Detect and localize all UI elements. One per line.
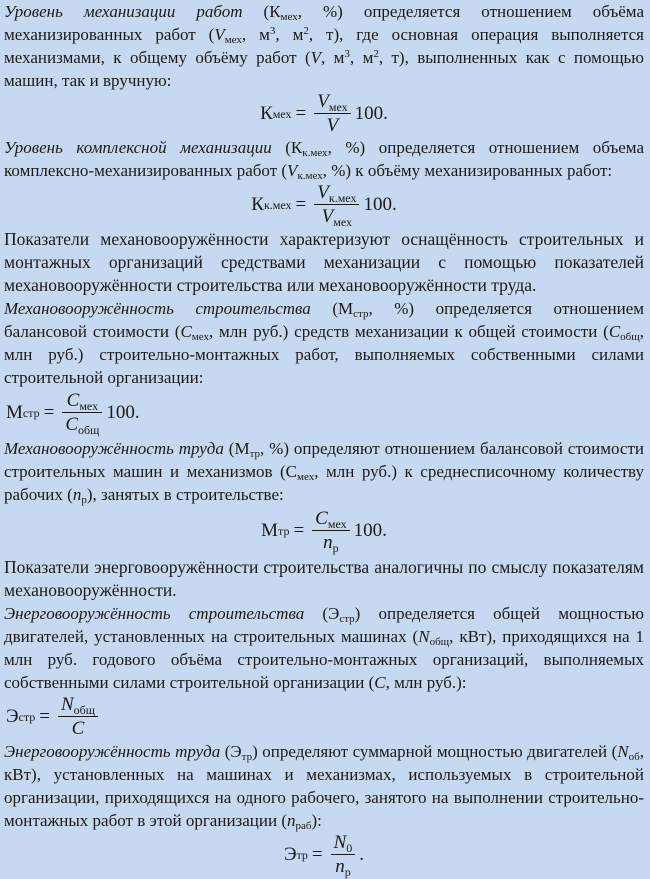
subscript: р: [81, 494, 87, 506]
subscript: р: [344, 864, 351, 879]
formula-k-mech: К мех = $\frac{V_{мех}}{V}$ 100.: [260, 90, 388, 136]
text: , %) определяется отношением балансовой стоимости (: [4, 299, 644, 341]
symbol: N: [333, 831, 347, 853]
subscript: мех: [79, 398, 99, 413]
fraction: [314, 92, 350, 137]
symbol: V: [317, 181, 329, 203]
symbol: С: [65, 413, 79, 435]
text: , кВт), установленных на машинах и механизмах, используемых в строительной организации, приходящихся на одного рабочего, занятого на выполнении строительно-монтажных работ в этой организации (: [4, 742, 644, 830]
paragraph-energy-equipment-intro: Показатели энерговооружённости строительства аналогичны по смыслу показателям механовооружённости.: [4, 557, 644, 600]
symbol: V: [326, 114, 339, 136]
equals-sign: =: [293, 520, 305, 541]
paragraph-mechanization-level: [4, 0, 644, 92]
formula-lhs: К: [251, 194, 264, 215]
text: , м: [275, 25, 304, 44]
variable: n: [72, 485, 82, 504]
numerator: [58, 695, 98, 717]
formula-e-str: Э стр = $\frac{N_{общ}}{С}$: [4, 694, 644, 740]
subscript: мех: [333, 214, 353, 229]
subscript: тр: [249, 448, 261, 460]
term: Уровень комплексной механизации: [4, 138, 272, 157]
subscript: 0: [346, 840, 353, 855]
subscript: раб: [295, 820, 312, 832]
text: (Э: [220, 742, 242, 761]
formula-lhs: К: [260, 103, 273, 124]
subscript: к.мех: [328, 190, 357, 205]
subscript: мех: [280, 11, 298, 23]
numerator: [331, 833, 356, 855]
text: , %) определяется отношением объема комплексно-механизированных работ (: [4, 138, 644, 180]
superscript: 2: [373, 48, 379, 60]
subscript: общ: [78, 422, 100, 437]
text: (М: [310, 299, 354, 318]
formula-k-kmech: К к.мех = $\frac{V_{к.мех}}{V_{мех}}$ 100.: [251, 181, 397, 229]
period: .: [359, 844, 365, 865]
subscript: общ: [73, 702, 96, 717]
denominator: [58, 717, 98, 740]
text: , млн руб.):: [385, 673, 467, 692]
numerator: [314, 183, 359, 205]
multiplier: 100.: [363, 194, 397, 215]
variable: V: [310, 48, 321, 67]
symbol: С: [315, 507, 328, 529]
paragraph-labor-energy-equipment: [4, 740, 644, 832]
symbol: n: [323, 531, 333, 553]
text: , %) определяют отношением балансовой стоимости строительных машин и механизмов (С: [4, 439, 644, 481]
equals-sign: =: [295, 103, 307, 124]
superscript: 2: [303, 25, 309, 37]
term: Энерговооружённость строительства: [4, 604, 305, 623]
subscript: мех: [328, 99, 348, 114]
variable: N: [418, 627, 430, 646]
formula-lhs: М: [6, 402, 23, 423]
text: , млн руб.) средств механизации к общей стоимости (: [208, 322, 609, 341]
subscript: мех: [224, 34, 242, 46]
paragraph-labor-mech-equipment: [4, 437, 644, 506]
equals-sign: =: [311, 844, 323, 865]
text: , м: [241, 25, 270, 44]
subscript: мех: [191, 331, 209, 343]
text: ) определяется общей мощностью двигателей, установленных на строительных машинах (: [4, 604, 644, 646]
equals-sign: =: [295, 194, 307, 215]
paragraph-mechanical-equipment-intro: Показатели механовооружённости характеризуют оснащённость строительных и монтажных организаций средствами механизации с помощью показателей механовооружённости строительства или механовооружённости труда.: [4, 229, 644, 295]
paragraph-construction-energy-equipment: [4, 602, 644, 694]
multiplier: 100.: [354, 103, 388, 124]
text: (Э: [304, 604, 340, 623]
subscript: к.мех: [297, 170, 323, 182]
subscript: мех: [297, 471, 315, 483]
text: (М: [223, 439, 250, 458]
subscript: стр: [339, 613, 355, 625]
variable: V: [287, 161, 298, 180]
formula-lhs: Э: [6, 706, 19, 727]
symbol: N: [60, 693, 74, 715]
formula-lhs: Э: [283, 844, 297, 865]
text: ):: [311, 811, 322, 830]
text: , т), выполненных как с помощью машин, так и вручную:: [4, 48, 644, 90]
numerator: [312, 509, 349, 531]
symbol: V: [321, 205, 334, 227]
text: ), занятых в строительстве:: [86, 485, 284, 504]
denominator: [314, 205, 359, 228]
denominator: [312, 531, 349, 554]
subscript: к.мех: [302, 147, 328, 159]
equals-sign: =: [39, 706, 50, 727]
term: Уровень механизации работ: [4, 2, 243, 21]
symbol: V: [317, 90, 329, 112]
text: , м: [349, 48, 374, 67]
equals-sign: =: [43, 402, 55, 423]
text: (К: [271, 138, 303, 157]
symbol: С: [71, 717, 85, 739]
fraction: [312, 509, 349, 554]
variable: С: [608, 322, 621, 341]
formula-lhs: М: [261, 520, 279, 541]
text: , м: [321, 48, 345, 67]
formula-m-str: М стр = $\frac{С_{мех}}{С_{общ}}$ 100.: [6, 389, 140, 437]
text: , %) определяется отношением объёма механизированных работ (: [4, 2, 644, 44]
multiplier: 100.: [106, 402, 140, 423]
denominator: [62, 413, 102, 436]
subscript: р: [332, 540, 339, 555]
term: Энерговооружённость труда: [4, 742, 221, 761]
numerator: [62, 391, 102, 413]
text: , млн руб.) строительно-монтажных работ, выполняемых собственными силами строительной организации:: [4, 322, 644, 387]
paragraph-complex-mechanization: [4, 136, 644, 182]
symbol: С: [66, 389, 80, 411]
fraction: [314, 183, 359, 228]
text: , кВт), приходящихся на 1 млн руб. годового объёма строительно-монтажных организаций, выполняемых собственными силами строительной организации (: [4, 627, 645, 692]
formula-m-tr: М тр = $\frac{С_{мех}}{n_р}$ 100.: [261, 507, 387, 555]
text: , млн руб.) к среднесписочному количеству рабочих (: [4, 462, 645, 504]
term: Механовооружённость строительства: [4, 299, 311, 318]
subscript: тр: [241, 751, 253, 763]
numerator: [314, 92, 350, 114]
fraction: [62, 391, 102, 436]
variable: n: [287, 811, 296, 830]
superscript: 3: [344, 48, 350, 60]
variable: V: [214, 25, 225, 44]
text: (К: [242, 2, 281, 21]
paragraph-construction-mech-equipment: [4, 297, 644, 389]
variable: С: [180, 322, 192, 341]
multiplier: 100.: [353, 520, 387, 541]
subscript: общ: [620, 331, 640, 343]
text: ) определяют суммарной мощностью двигателей (: [252, 742, 618, 761]
subscript: общ: [429, 636, 450, 648]
variable: N: [617, 742, 629, 761]
subscript: стр: [353, 308, 369, 320]
formula-e-tr: Э тр = $\frac{N_0}{n_р}$ .: [283, 831, 365, 879]
denominator: [331, 855, 356, 878]
variable: С: [374, 673, 386, 692]
fraction: [58, 695, 98, 740]
superscript: 3: [269, 25, 276, 37]
fraction: [331, 833, 356, 878]
text: , %) к объёму механизированных работ:: [322, 161, 613, 180]
symbol: n: [335, 855, 345, 877]
text: , т), где основная операция выполняется механизмами, к общему объёму работ (: [4, 25, 644, 67]
subscript: мех: [327, 516, 347, 531]
subscript: об: [628, 751, 640, 763]
term: Механовооружённость труда: [4, 439, 224, 458]
denominator: [314, 114, 350, 137]
